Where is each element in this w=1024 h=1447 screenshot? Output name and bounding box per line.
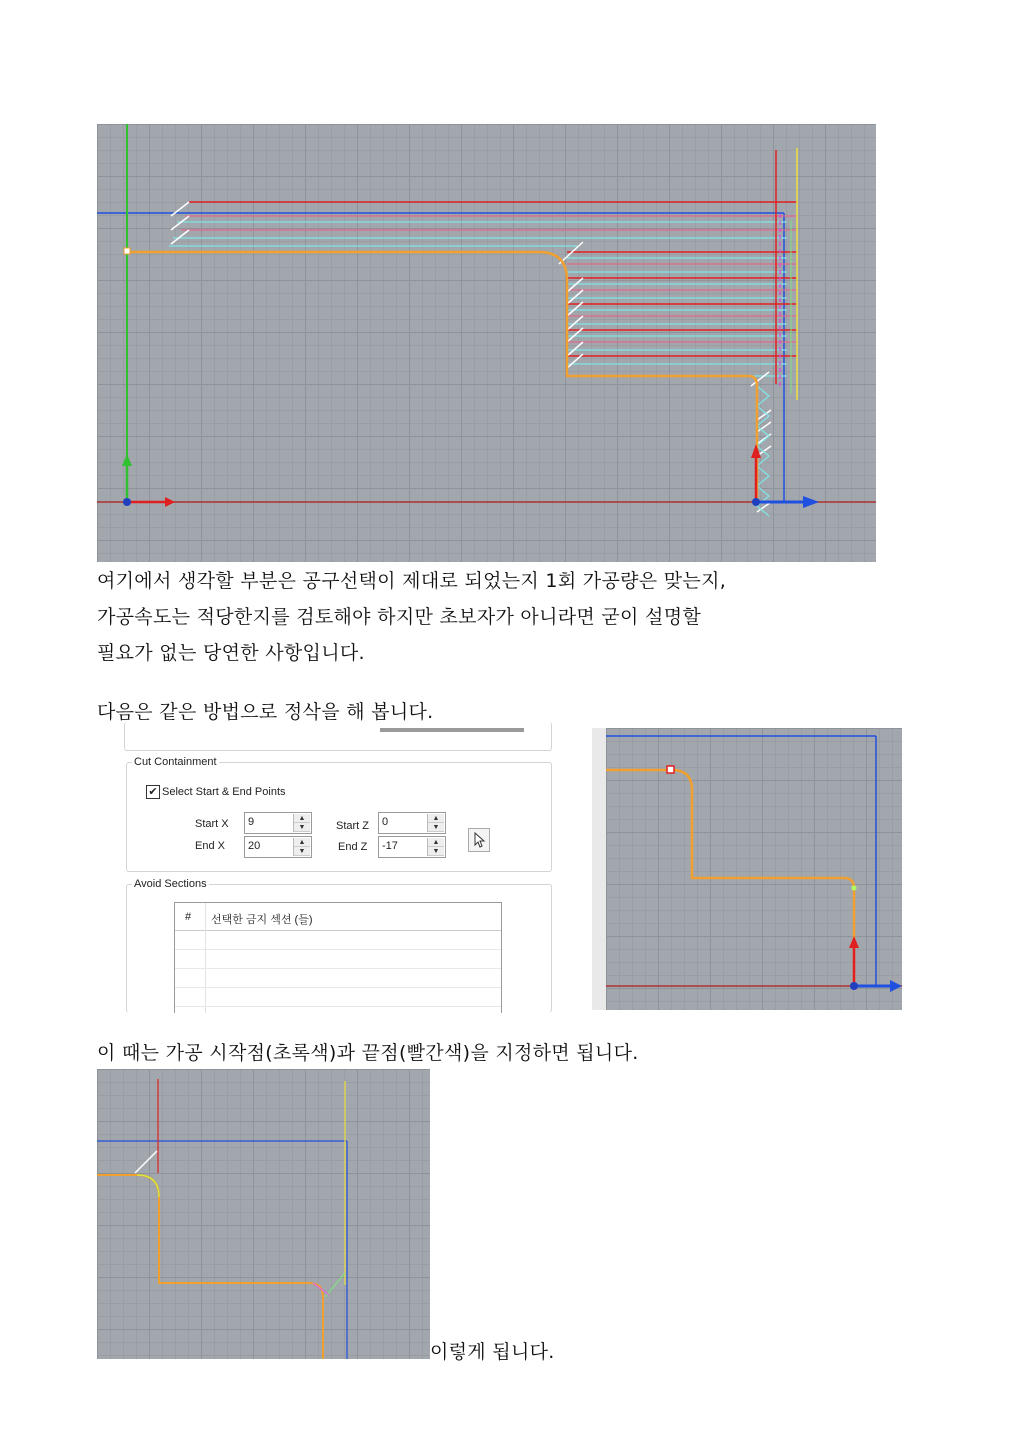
end-x-stepper[interactable] [244,836,312,858]
cut-settings-panel [124,728,554,1010]
viewport-finishing-result[interactable] [97,1069,430,1359]
cut-containment-group [126,762,552,872]
paragraph-line: 필요가 없는 당연한 사항입니다. [97,642,365,664]
table-row[interactable] [175,1006,501,1007]
spin-up-icon[interactable]: ▲ [428,814,444,823]
viewport-frame [592,728,607,1010]
end-z-value[interactable]: -17 [382,840,398,852]
start-z-label: Start Z [336,820,370,832]
spin-down-icon[interactable]: ▼ [294,847,310,856]
table-row[interactable] [175,987,501,988]
paragraph-line: 가공속도는 적당한지를 검토해야 하지만 초보자가 아니라면 굳이 설명할 [97,606,701,628]
pick-points-button[interactable] [468,828,490,852]
start-z-value[interactable]: 0 [382,816,389,828]
viewport-finishing-selection[interactable] [606,728,902,1010]
table-row[interactable] [175,968,501,969]
table-col-num: # [185,911,192,923]
paragraph-finishing-intro: 다음은 같은 방법으로 정삭을 해 봅니다. [97,701,434,723]
select-points-label: Select Start & End Points [162,786,286,798]
avoid-sections-table[interactable] [174,902,502,1013]
finishing-result-drawing [97,1069,430,1359]
table-row[interactable] [175,949,501,950]
finishing-profile-drawing [606,728,902,1010]
avoid-sections-title: Avoid Sections [134,878,207,890]
spin-up-icon[interactable]: ▲ [294,838,310,847]
start-z-stepper[interactable] [378,812,446,834]
table-header [175,903,501,931]
spin-up-icon[interactable]: ▲ [294,814,310,823]
start-x-value[interactable]: 9 [248,816,255,828]
viewport-roughing[interactable] [97,124,876,562]
end-x-value[interactable]: 20 [248,840,261,852]
cursor-arrow-icon [469,829,489,851]
select-points-checkbox[interactable]: ✔ [146,785,160,799]
column-divider [205,903,206,1013]
end-z-label: End Z [338,841,368,853]
spin-down-icon[interactable]: ▼ [428,823,444,832]
spin-up-icon[interactable]: ▲ [428,838,444,847]
paragraph-start-end-points: 이 때는 가공 시작점(초록색)과 끝점(빨간색)을 지정하면 됩니다. [97,1042,639,1064]
paragraph-line: 여기에서 생각할 부분은 공구선택이 제대로 되었는지 1회 가공량은 맞는지, [97,570,727,592]
roughing-toolpath-drawing [97,124,876,562]
cut-containment-title: Cut Containment [134,756,217,768]
scroll-thumb[interactable] [380,728,524,732]
end-x-label: End X [195,840,225,852]
paragraph-result: 이렇게 됩니다. [430,1341,555,1363]
end-z-stepper[interactable] [378,836,446,858]
spin-down-icon[interactable]: ▼ [428,847,444,856]
previous-group [124,722,552,751]
paragraph-roughing-notes [97,563,726,671]
table-col-name: 선택한 금지 섹션 (들) [211,914,313,926]
spin-down-icon[interactable]: ▼ [294,823,310,832]
start-x-stepper[interactable] [244,812,312,834]
start-x-label: Start X [195,818,229,830]
